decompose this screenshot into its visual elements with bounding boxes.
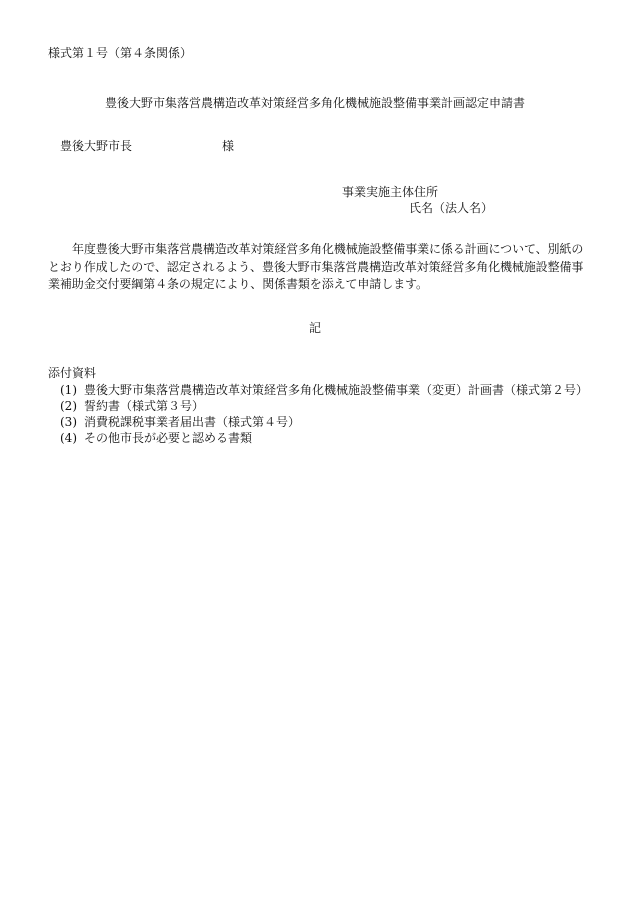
attachments-heading: 添付資料 xyxy=(48,366,97,380)
addressee-honorific: 様 xyxy=(222,139,235,153)
attachment-item xyxy=(60,398,588,414)
attachment-number: (1) xyxy=(60,383,77,397)
attachment-item xyxy=(60,414,588,430)
attachment-number: (3) xyxy=(60,415,77,429)
attachment-number: (4) xyxy=(60,431,77,445)
attachment-number: (2) xyxy=(60,399,77,413)
attachment-item xyxy=(60,430,588,446)
applicant-address-label: 事業実施主体住所 xyxy=(342,185,439,199)
document-title: 豊後大野市集落営農構造改革対策経営多角化機械施設整備事業計画認定申請書 xyxy=(104,96,525,110)
attachment-text: 豊後大野市集落営農構造改革対策経営多角化機械施設整備事業（変更）計画書（様式第２号） xyxy=(84,383,589,397)
form-number: 様式第１号（第４条関係） xyxy=(48,46,193,60)
attachment-item xyxy=(60,382,588,398)
ki-mark: 記 xyxy=(308,321,321,335)
attachments-list xyxy=(60,382,588,446)
addressee-label: 豊後大野市長 xyxy=(60,139,133,153)
attachment-text: その他市長が必要と認める書類 xyxy=(84,431,253,445)
attachment-text: 誓約書（様式第３号） xyxy=(84,399,205,413)
applicant-name-label: 氏名（法人名） xyxy=(409,201,494,215)
attachment-text: 消費税課税事業者届出書（様式第４号） xyxy=(84,415,301,429)
application-body-text: 年度豊後大野市集落営農構造改革対策経営多角化機械施設整備事業に係る計画について、別紙のとおり作成したので、認定されるよう、豊後大野市集落営農構造改革対策経営多角化機械施設整備事業補助金交付要綱第４条の規定により、関係書類を添えて申請します。 xyxy=(48,242,584,291)
